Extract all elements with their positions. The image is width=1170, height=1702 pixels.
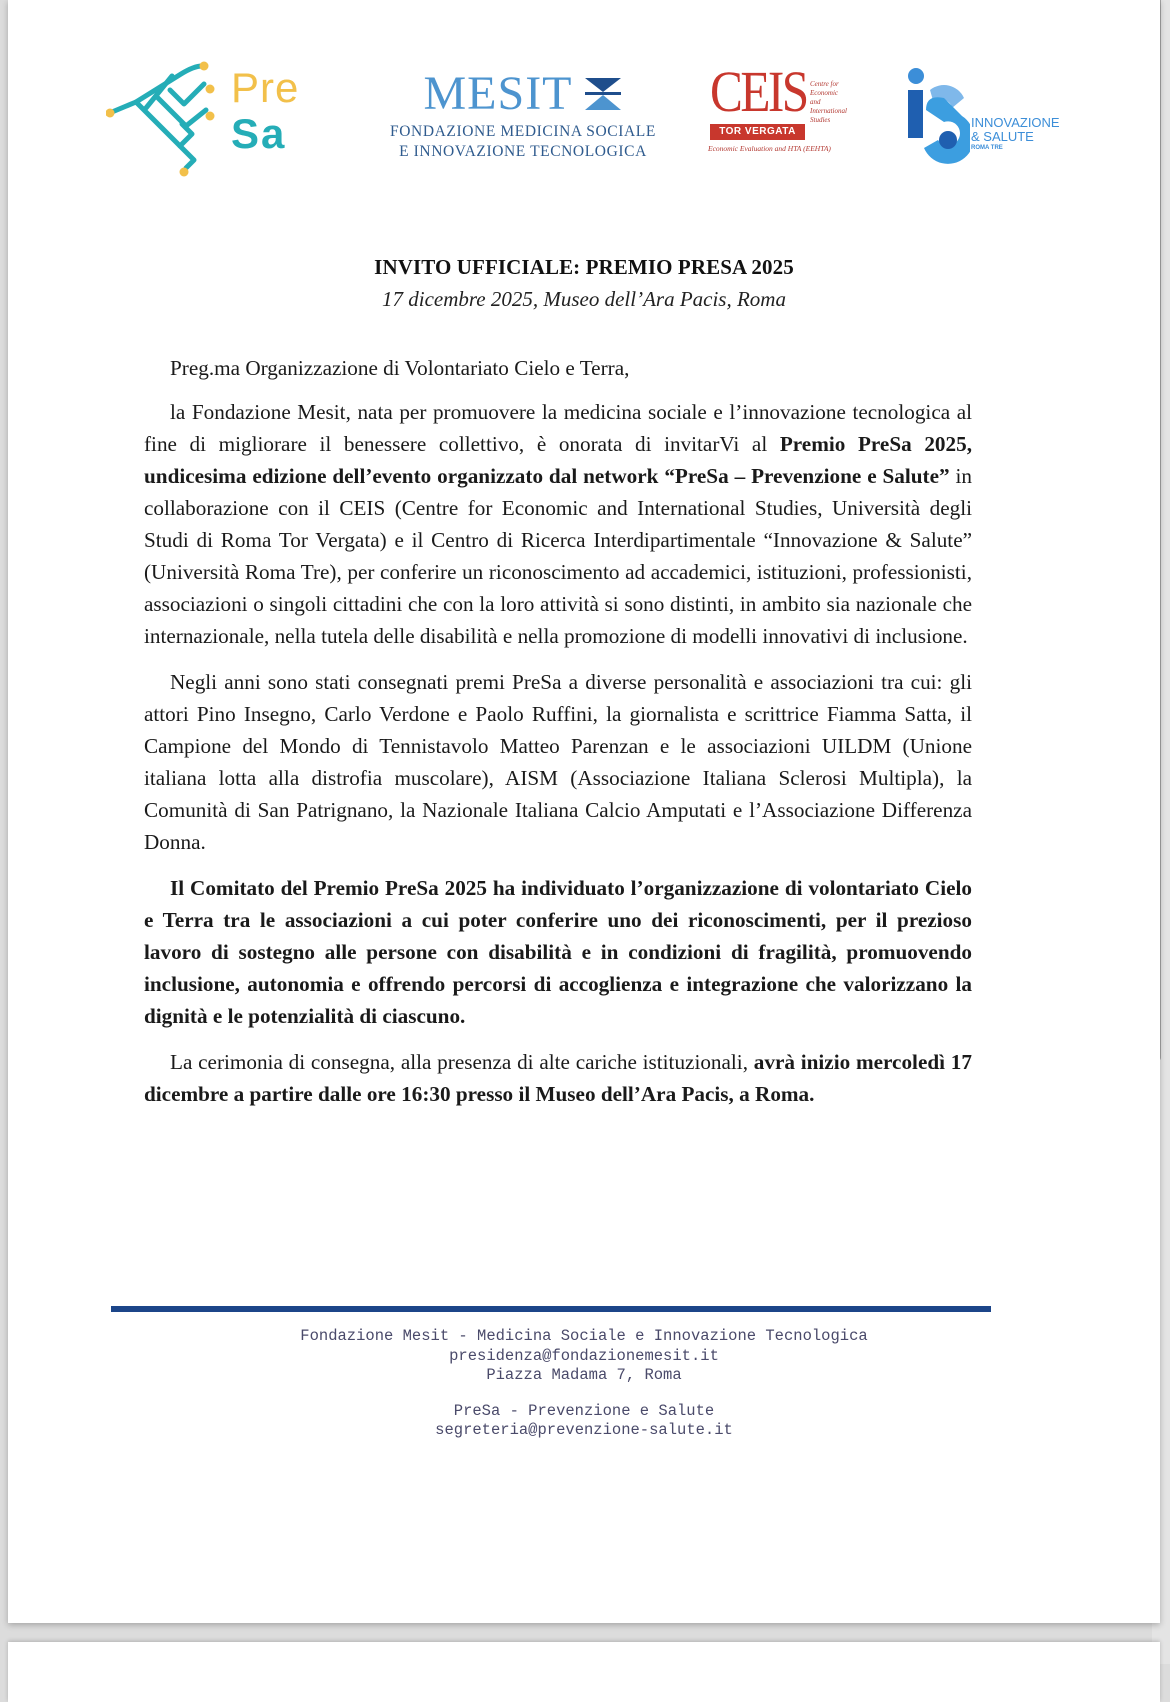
presa-logo-text-pre: Pre [231, 64, 300, 111]
presa-logo [106, 56, 306, 181]
footer-address: Piazza Madama 7, Roma [486, 1366, 682, 1384]
ceis-logo-footer: Economic Evaluation and HTA (EEHTA) [708, 144, 831, 153]
is-logo-text-3: ROMA TRE [971, 145, 1003, 151]
presa-mark-icon [106, 56, 231, 181]
footer-org-mesit: Fondazione Mesit - Medicina Sociale e Innovazione Tecnologica [300, 1327, 868, 1345]
innovazione-salute-logo [904, 68, 1074, 168]
paragraph-2: Negli anni sono stati consegnati premi PreSa a diverse personalità e associazioni tra cui: gli attori Pino Insegno, Carlo Verdone e Paolo Ruffini, la giornalista e scrittrice Fiamma Satta, il Campione del Mondo di Tennistavolo Matteo Parenzan e le associazioni UILDM (Unione italiana lotta alla distrofia muscolare), AISM (Associazione Italiana Sclerosi Multipla), la Comunità di San Patrignano, la Nazionale Italiana Calcio Amputati e l’Associazione Differenza Donna. [144, 670, 972, 854]
document-title: INVITO UFFICIALE: PREMIO PRESA 2025 [374, 255, 794, 279]
document-subtitle: 17 dicembre 2025, Museo dell’Ara Pacis, Roma [382, 287, 786, 311]
footer-email-mesit[interactable]: presidenza@fondazionemesit.it [449, 1346, 719, 1365]
footer-email-presa[interactable]: segreteria@prevenzione-salute.it [435, 1421, 733, 1439]
mesit-hourglass-icon [583, 76, 623, 112]
is-mark-icon [904, 68, 970, 168]
paragraph-1: la Fondazione Mesit, nata per promuovere la medicina sociale e l’innovazione tecnologica al fine di migliorare il benessere collettivo, è onorata di invitarVi al Premio PreSa 2025, undicesima edizione dell’evento organizzato dal network “PreSa – Prevenzione e Salute” in collaborazione con il CEIS (Centre for Economic and International Studies, Università degli Studi di Roma Tor Vergata) e il Centro di Ricerca Interdipartimentale “Innovazione & Salute” (Università Roma Tre), per conferire un riconoscimento ad accademici, istituzioni, professionisti, associazioni o singoli cittadini che con la loro attività si sono distinti, in ambito sia nazionale che internazionale, nella tutela delle disabilità e nella promozione di modelli innovativi di inclusione. [144, 400, 972, 648]
ceis-logo-wordmark: CEIS [710, 59, 807, 124]
logo-header [8, 0, 1160, 190]
presa-logo-text-sa: Sa [231, 110, 287, 157]
paragraph-4: La cerimonia di consegna, alla presenza di alte cariche istituzionali, avrà inizio mercoledì 17 dicembre a partire dalle ore 16:30 presso il Museo dell’Ara Pacis, a Roma. [144, 1050, 972, 1106]
footer [8, 1327, 1160, 1441]
next-document-page [8, 1642, 1160, 1702]
ceis-logo-bar: TOR VERGATA [710, 124, 805, 140]
salutation: Preg.ma Organizzazione di Volontariato Cielo e Terra, [170, 356, 630, 380]
document-page [8, 0, 1160, 1623]
mesit-logo-subtitle-2: E INNOVAZIONE TECNOLOGICA [399, 143, 647, 160]
ceis-logo [708, 59, 868, 164]
ceis-logo-side-text: Centre for Economic and International Studies [810, 80, 847, 124]
mesit-logo-subtitle-1: FONDAZIONE MEDICINA SOCIALE [390, 123, 656, 140]
mesit-logo-wordmark: MESIT [423, 67, 573, 120]
footer-divider [111, 1306, 991, 1312]
is-logo-text-2: & SALUTE [971, 129, 1034, 144]
letter-body [144, 352, 972, 1124]
is-logo-text-1: INNOVAZIONE [971, 115, 1060, 130]
footer-org-presa: PreSa - Prevenzione e Salute [453, 1401, 715, 1420]
mesit-logo [378, 66, 668, 176]
paragraph-3: Il Comitato del Premio PreSa 2025 ha individuato l’organizzazione di volontariato Cielo e Terra tra le associazioni a cui poter conferire uno dei riconoscimenti, per il prezioso lavoro di sostegno alle persone con disabilità e in condizioni di fragilità, promuovendo inclusione, autonomia e offrendo percorsi di accoglienza e integrazione che valorizzano la dignità e le potenzialità di ciascuno. [144, 876, 972, 1028]
